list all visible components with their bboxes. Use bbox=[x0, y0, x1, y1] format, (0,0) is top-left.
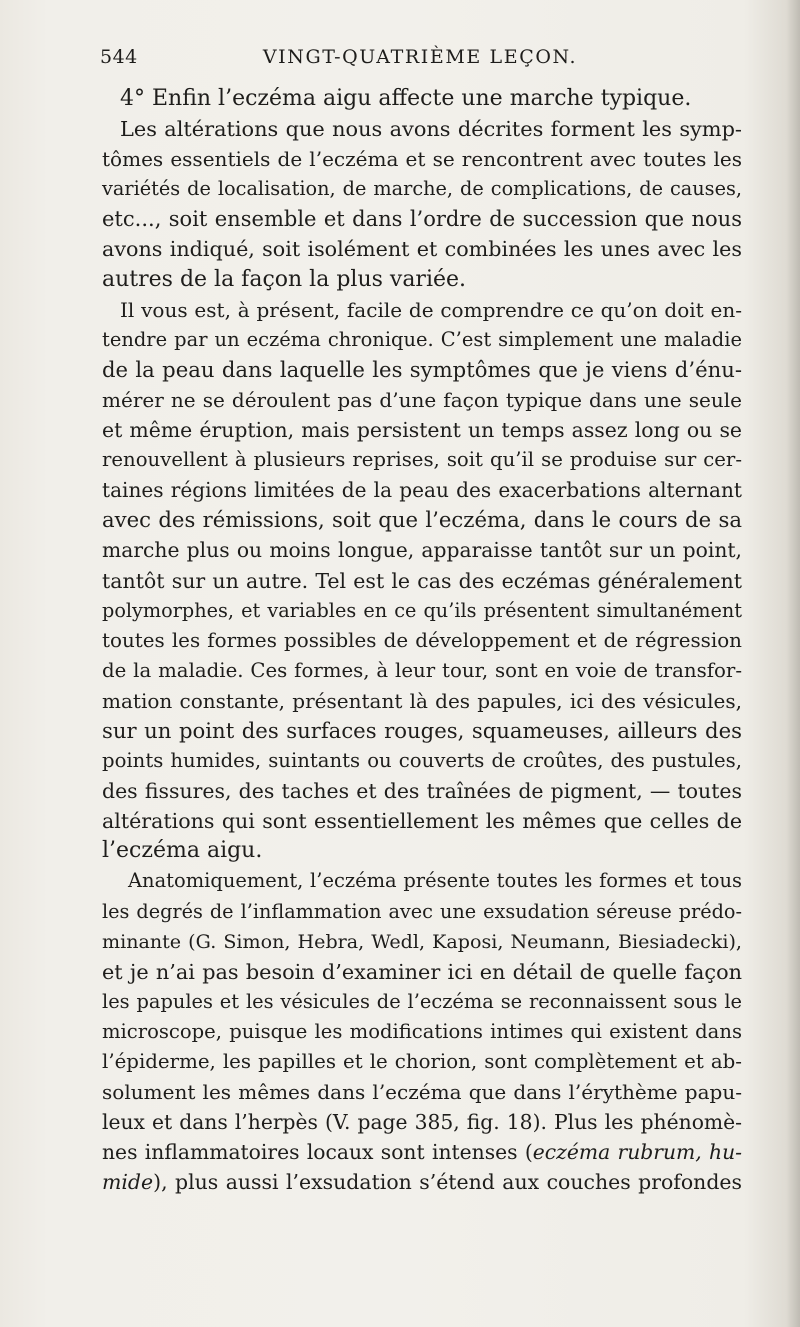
line-text: nes inflammatoires locaux sont intenses ( bbox=[102, 1140, 533, 1165]
paragraph-3-line: Il vous est, à présent, facile de comprendre ce qu’on doit en- bbox=[120, 297, 742, 322]
paragraph-3-line: avec des rémissions, soit que l’eczéma, dans le cours de sa bbox=[102, 507, 742, 533]
paragraph-4-line: les degrés de l’inflammation avec une exsudation séreuse prédo- bbox=[102, 899, 742, 923]
paragraph-3-line: de la maladie. Ces formes, à leur tour, sont en voie de transfor- bbox=[102, 658, 742, 682]
paragraph-3-line: points humides, suintants ou couverts de croûtes, des pustules, bbox=[102, 749, 742, 773]
paragraph-3-line: mérer ne se déroulent pas d’une façon typique dans une seule bbox=[102, 387, 742, 412]
paragraph-3-line: sur un point des surfaces rouges, squameuses, ailleurs des bbox=[102, 717, 742, 743]
paragraph-4-line: les papules et les vésicules de l’eczéma se reconnaissent sous le bbox=[102, 989, 742, 1013]
paragraph-2-line: autres de la façon la plus variée. bbox=[102, 266, 467, 292]
paragraph-3-line: de la peau dans laquelle les symptômes que je viens d’énu- bbox=[102, 356, 742, 382]
paragraph-4-line: microscope, puisque les modifications intimes qui existent dans bbox=[102, 1019, 742, 1043]
page-number: 544 bbox=[100, 46, 138, 68]
paragraph-2-line: etc..., soit ensemble et dans l’ordre de succession que nous bbox=[102, 206, 742, 232]
paragraph-2-line: avons indiqué, soit isolément et combinées les unes avec les bbox=[102, 237, 742, 262]
paragraph-4-line: et je n’ai pas besoin d’examiner ici en détail de quelle façon bbox=[102, 959, 742, 984]
page-header bbox=[100, 46, 740, 76]
paragraph-3-line: l’eczéma aigu. bbox=[102, 838, 263, 864]
paragraph-3-line: des fissures, des taches et des traînées de pigment, — toutes bbox=[102, 779, 742, 804]
paragraph-2-line: Les altérations que nous avons décrites forment les symp- bbox=[120, 117, 742, 142]
paragraph-3-line: polymorphes, et variables en ce qu’ils présentent simultanément bbox=[102, 598, 742, 622]
italic-term: mide bbox=[102, 1170, 154, 1195]
paragraph-4-line: Anatomiquement, l’eczéma présente toutes les formes et tous bbox=[128, 869, 742, 893]
paragraph-3-line: tendre par un eczéma chronique. C’est simplement une maladie bbox=[102, 327, 742, 351]
paragraph-3-line: taines régions limitées de la peau des exacerbations alternant bbox=[102, 478, 742, 503]
running-head: VINGT-QUATRIÈME LEÇON. bbox=[262, 46, 578, 68]
paragraph-3-line: et même éruption, mais persistent un temps assez long ou se bbox=[102, 418, 742, 443]
line-text: ), plus aussi l’exsudation s’étend aux couches profondes bbox=[153, 1170, 742, 1195]
paragraph-1-line: 4° Enfin l’eczéma aigu affecte une marche typique. bbox=[120, 86, 692, 111]
paragraph-3-line: tantôt sur un autre. Tel est le cas des eczémas généralement bbox=[102, 568, 742, 593]
paragraph-4-line: leux et dans l’herpès (V. page 385, fig. 18). Plus les phénomè- bbox=[102, 1110, 742, 1135]
paragraph-3-line: renouvellent à plusieurs reprises, soit qu’il se produise sur cer- bbox=[102, 448, 742, 472]
paragraph-3-line: marche plus ou moins longue, apparaisse tantôt sur un point, bbox=[102, 538, 742, 563]
paragraph-3-line: mation constante, présentant là des papules, ici des vésicules, bbox=[102, 688, 742, 713]
paragraph-4-last-line bbox=[102, 1167, 742, 1197]
page-edge-shadow bbox=[786, 0, 800, 1327]
body-text bbox=[102, 84, 742, 1197]
paragraph-4-line: l’épiderme, les papilles et le chorion, sont complètement et ab- bbox=[102, 1050, 742, 1073]
paragraph-4-line: solument les mêmes dans l’eczéma que dans l’érythème papu- bbox=[102, 1080, 742, 1105]
paragraph-2-line: variétés de localisation, de marche, de complications, de causes, bbox=[102, 177, 742, 201]
paragraph-2-line: tômes essentiels de l’eczéma et se rencontrent avec toutes les bbox=[102, 147, 742, 172]
paragraph-3-line: toutes les formes possibles de développement et de régression bbox=[102, 628, 742, 652]
paragraph-4-line: minante (G. Simon, Hebra, Wedl, Kaposi, Neumann, Biesiadecki), bbox=[102, 930, 742, 953]
italic-term: eczéma rubrum, hu- bbox=[532, 1140, 742, 1165]
paragraph-3-line: altérations qui sont essentiellement les mêmes que celles de bbox=[102, 809, 742, 834]
paragraph-4-line-with-italic bbox=[102, 1137, 742, 1167]
